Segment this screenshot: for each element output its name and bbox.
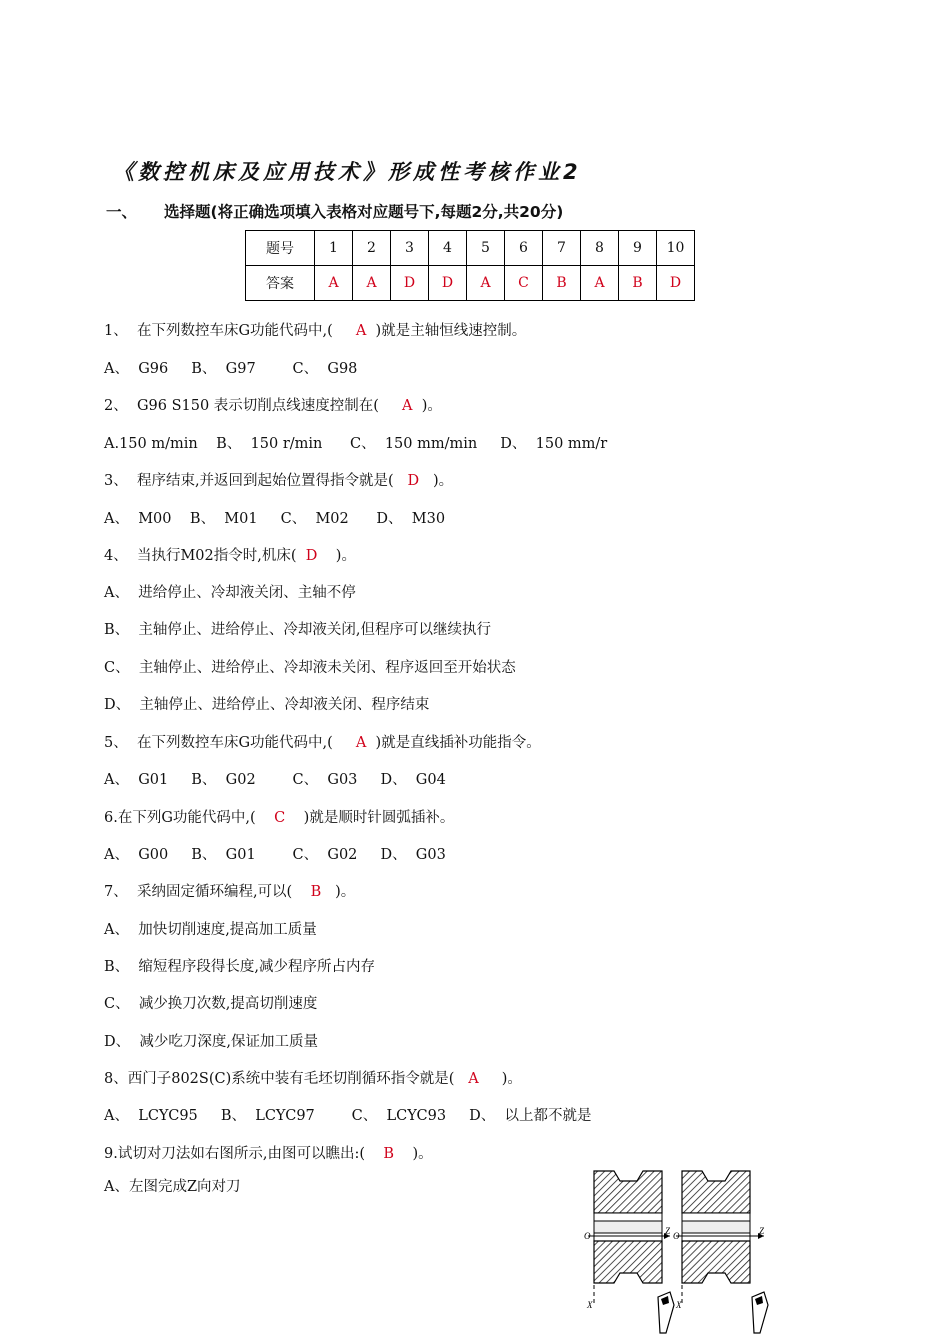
line-text-after: )。 [419, 473, 454, 489]
option-line [104, 1175, 241, 1196]
answer-table-answer-row [246, 266, 695, 301]
line-text: A、 G01 B、 G02 C、 G03 D、 G04 [104, 772, 446, 788]
question-number-cell: 10 [657, 231, 695, 266]
answer-cell: D [391, 266, 429, 301]
line-text: D、 主轴停止、进给停止、冷却液关闭、程序结束 [104, 697, 430, 713]
option-line [104, 1030, 318, 1051]
z-label: Z [759, 1226, 765, 1236]
filled-answer: C [274, 810, 286, 826]
right-cutting-tool [752, 1292, 768, 1333]
line-text: 1、 在下列数控车床G功能代码中,( [104, 323, 356, 339]
question-number-cell: 5 [467, 231, 505, 266]
section-heading [106, 200, 563, 222]
left-workpiece [594, 1171, 662, 1283]
line-text: A、 加快切削速度,提高加工质量 [104, 922, 317, 938]
option-line [104, 768, 446, 789]
option-line [104, 618, 491, 639]
line-text: A、 G96 B、 G97 C、 G98 [104, 361, 358, 377]
filled-answer: D [407, 473, 420, 489]
option-line [104, 507, 445, 528]
answer-cell: A [467, 266, 505, 301]
line-text: 7、 采纳固定循环编程,可以( [104, 884, 311, 900]
filled-answer: B [383, 1146, 395, 1162]
line-text: C、 减少换刀次数,提高切削速度 [104, 996, 318, 1012]
question-number-cell: 3 [391, 231, 429, 266]
question-number-cell: 2 [353, 231, 391, 266]
line-text-after: )就是主轴恒线速控制。 [366, 323, 527, 339]
option-line [104, 432, 607, 453]
line-text: 8、西门子802S(C)系统中装有毛坯切削循环指令就是( [104, 1071, 469, 1087]
line-text: A、 LCYC95 B、 LCYC97 C、 LCYC93 D、 以上都不就是 [104, 1108, 592, 1124]
line-text: B、 缩短程序段得长度,减少程序所占内存 [104, 959, 375, 975]
question-line [104, 731, 541, 752]
line-text: 3、 程序结束,并返回到起始位置得指令就是( [104, 473, 408, 489]
line-text: A、 G00 B、 G01 C、 G02 D、 G03 [104, 847, 446, 863]
question-line [104, 1067, 522, 1088]
line-text: 6.在下列G功能代码中,( [104, 810, 275, 826]
option-line [104, 581, 356, 602]
answer-cell: A [353, 266, 391, 301]
question-number-cell: 7 [543, 231, 581, 266]
option-line [104, 357, 357, 378]
question-number-cell: 1 [315, 231, 353, 266]
line-text-after: )。 [317, 548, 356, 564]
answer-cell: C [505, 266, 543, 301]
x-label: X [676, 1300, 682, 1310]
option-line [104, 955, 375, 976]
line-text: B、 主轴停止、进给停止、冷却液关闭,但程序可以继续执行 [104, 622, 491, 638]
answer-table-header-row [246, 231, 695, 266]
question-line [104, 544, 356, 565]
section-number: 一、 [106, 203, 138, 221]
line-text: D、 减少吃刀深度,保证加工质量 [104, 1034, 318, 1050]
answer-cell: D [429, 266, 467, 301]
line-text-after: )就是直线插补功能指令。 [366, 735, 541, 751]
origin-label: O [584, 1231, 591, 1241]
question-number-cell: 9 [619, 231, 657, 266]
tool-setting-figure [582, 1165, 772, 1340]
line-text: A、左图完成Z向对刀 [104, 1179, 241, 1195]
answer-cell: D [657, 266, 695, 301]
line-text: A、 M00 B、 M01 C、 M02 D、 M30 [104, 511, 446, 527]
filled-answer: B [310, 884, 322, 900]
row-label-numbers: 题号 [246, 231, 315, 266]
line-text: A.150 m/min B、 150 r/min C、 150 mm/min D、 150 mm/r [104, 436, 608, 452]
line-text-after: )就是顺时针圆弧插补。 [285, 810, 455, 826]
line-text-after: )。 [478, 1071, 522, 1087]
question-line [104, 880, 355, 901]
option-line [104, 693, 429, 714]
line-text-after: )。 [394, 1146, 433, 1162]
filled-answer: A [402, 398, 413, 414]
line-text: 4、 当执行M02指令时,机床( [104, 548, 306, 564]
left-cutting-tool [658, 1292, 674, 1333]
option-line [104, 918, 317, 939]
line-text: 2、 G96 S150 表示切削点线速度控制在( [104, 398, 403, 414]
question-line [104, 394, 442, 415]
filled-answer: A [468, 1071, 479, 1087]
question-line [104, 806, 454, 827]
document-title: 《数控机床及应用技术》形成性考核作业2 [113, 160, 582, 184]
filled-answer: A [355, 735, 367, 751]
line-text: C、 主轴停止、进给停止、冷却液未关闭、程序返回至开始状态 [104, 660, 516, 676]
option-line [104, 1104, 591, 1125]
question-line [104, 469, 453, 490]
filled-answer: D [305, 548, 318, 564]
question-line [104, 319, 526, 340]
x-label: X [587, 1300, 593, 1310]
line-text: 5、 在下列数控车床G功能代码中,( [104, 735, 356, 751]
section-title: 选择题(将正确选项填入表格对应题号下,每题2分,共20分) [164, 203, 564, 221]
answer-cell: A [581, 266, 619, 301]
line-text: 9.试切对刀法如右图所示,由图可以瞧出:( [104, 1146, 384, 1162]
right-workpiece [682, 1171, 750, 1283]
line-text-after: )。 [412, 398, 442, 414]
origin-label: O [673, 1231, 680, 1241]
filled-answer: A [355, 323, 367, 339]
question-number-cell: 8 [581, 231, 619, 266]
row-label-answers: 答案 [246, 266, 315, 301]
option-line [104, 992, 317, 1013]
option-line [104, 656, 516, 677]
option-line [104, 843, 446, 864]
answer-cell: A [315, 266, 353, 301]
question-number-cell: 4 [429, 231, 467, 266]
answer-cell: B [543, 266, 581, 301]
line-text-after: )。 [321, 884, 356, 900]
question-line [104, 1142, 433, 1163]
answer-table [245, 230, 695, 301]
line-text: A、 进给停止、冷却液关闭、主轴不停 [104, 585, 356, 601]
question-number-cell: 6 [505, 231, 543, 266]
z-label: Z [665, 1226, 671, 1236]
answer-cell: B [619, 266, 657, 301]
